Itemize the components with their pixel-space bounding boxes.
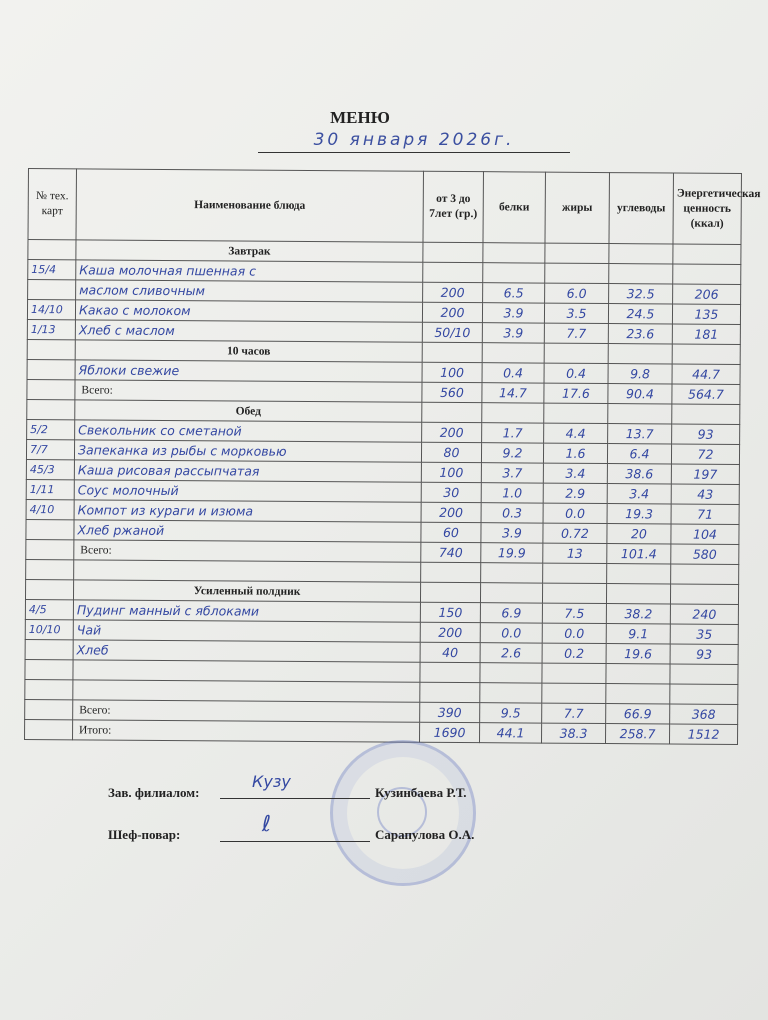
- dish-name: Компот из кураги и изюма: [74, 500, 421, 522]
- dish-name: Соус молочный: [74, 480, 421, 502]
- dish-name: Яблоки свежие: [75, 360, 422, 382]
- cell-energy: 181: [672, 324, 740, 344]
- cell-energy: 368: [670, 704, 738, 724]
- cell-portion: 390: [420, 702, 480, 722]
- cell-energy: 44.7: [672, 364, 740, 384]
- cell-portion: 80: [421, 442, 481, 462]
- cell-protein: 9.2: [481, 443, 543, 463]
- cell-protein: 0.0: [480, 623, 542, 643]
- cell-energy: 104: [671, 524, 739, 544]
- dish-name: Пудинг манный с яблоками: [73, 600, 420, 622]
- total-label: Всего:: [75, 380, 422, 402]
- section-title: Обед: [75, 400, 422, 422]
- head-name: Кузинбаева Р.Т.: [375, 785, 467, 800]
- tech-card-number: [27, 379, 75, 399]
- official-stamp: [330, 740, 476, 886]
- cell-portion: 100: [421, 462, 481, 482]
- cell-protein: 1.7: [482, 423, 544, 443]
- tech-card-number: 1/11: [26, 479, 74, 499]
- cell-carbs: 9.1: [606, 624, 670, 644]
- cell-protein: 1.0: [481, 483, 543, 503]
- cell-fat: 0.4: [544, 363, 608, 383]
- section-title: 10 часов: [75, 340, 422, 362]
- header-protein: белки: [483, 172, 545, 243]
- cell-portion: 50/10: [422, 322, 482, 342]
- section-title: Завтрак: [76, 240, 423, 262]
- chef-signature-line: [220, 823, 370, 842]
- cell-fat: 0.2: [542, 643, 606, 663]
- tech-card-number: 14/10: [27, 300, 75, 320]
- cell-portion: 30: [421, 482, 481, 502]
- head-signature-line: [220, 780, 370, 799]
- cell-protein: 3.7: [481, 463, 543, 483]
- cell-energy: 135: [672, 304, 740, 324]
- cell-protein: 19.9: [481, 543, 543, 563]
- cell-portion: 100: [422, 362, 482, 382]
- cell-carbs: 6.4: [607, 444, 671, 464]
- cell-carbs: 23.6: [608, 324, 672, 344]
- cell-protein: 2.6: [480, 643, 542, 663]
- header-name: Наименование блюда: [76, 169, 423, 242]
- cell-portion: 560: [422, 382, 482, 402]
- header-fat: жиры: [545, 172, 609, 243]
- header-energy: Энергетическая ценность (ккал): [673, 173, 741, 244]
- cell-carbs: 101.4: [607, 544, 671, 564]
- cell-portion: 200: [422, 302, 482, 322]
- cell-protein: 9.5: [480, 703, 542, 723]
- cell-protein: 6.5: [483, 283, 545, 303]
- dish-name: Свекольник со сметаной: [75, 420, 422, 442]
- cell-protein: 44.1: [479, 723, 541, 743]
- cell-carbs: 38.2: [606, 604, 670, 624]
- cell-fat: 13: [543, 543, 607, 563]
- dish-name: Хлеб: [73, 640, 420, 662]
- cell-carbs: [609, 264, 673, 284]
- cell-energy: 72: [671, 444, 739, 464]
- dish-name: Чай: [73, 620, 420, 642]
- chef-name: Сарапулова О.А.: [375, 827, 475, 842]
- cell-carbs: 24.5: [608, 304, 672, 324]
- cell-energy: 43: [671, 484, 739, 504]
- cell-carbs: 19.3: [607, 504, 671, 524]
- total-label: Всего:: [73, 700, 420, 722]
- tech-card-number: 5/2: [27, 419, 75, 439]
- cell-carbs: 90.4: [608, 384, 672, 404]
- menu-table: [24, 168, 761, 745]
- header-carbs: углеводы: [609, 173, 673, 244]
- cell-portion: 40: [420, 642, 480, 662]
- tech-card-number: 45/3: [26, 459, 74, 479]
- cell-protein: 14.7: [482, 383, 544, 403]
- tech-card-number: [25, 639, 73, 659]
- total-label: Итого:: [73, 720, 420, 742]
- cell-portion: 150: [420, 602, 480, 622]
- table-header-row: [28, 169, 741, 245]
- cell-carbs: 20: [607, 524, 671, 544]
- cell-fat: 17.6: [544, 383, 608, 403]
- chef-label: Шеф-повар:: [108, 827, 181, 842]
- cell-fat: 6.0: [545, 283, 609, 303]
- cell-energy: 580: [671, 544, 739, 564]
- tech-card-number: 4/5: [25, 599, 73, 619]
- cell-portion: 200: [422, 422, 482, 442]
- cell-carbs: 9.8: [608, 364, 672, 384]
- cell-energy: 35: [670, 624, 738, 644]
- cell-carbs: 38.6: [607, 464, 671, 484]
- cell-fat: 7.5: [542, 603, 606, 623]
- cell-portion: 740: [421, 542, 481, 562]
- head-label: Зав. филиалом:: [108, 785, 200, 800]
- cell-fat: 3.5: [544, 303, 608, 323]
- cell-fat: [545, 263, 609, 283]
- cell-fat: 3.4: [543, 463, 607, 483]
- cell-carbs: 19.6: [606, 644, 670, 664]
- cell-fat: 7.7: [544, 323, 608, 343]
- menu-table-body: [25, 240, 741, 745]
- total-row: [25, 719, 738, 744]
- cell-portion: 200: [421, 502, 481, 522]
- tech-card-number: [25, 699, 73, 719]
- cell-fat: 38.3: [541, 723, 605, 743]
- cell-carbs: 32.5: [609, 284, 673, 304]
- tech-card-number: [25, 719, 73, 739]
- cell-protein: 3.9: [481, 523, 543, 543]
- cell-fat: 2.9: [543, 483, 607, 503]
- cell-energy: 564.7: [672, 384, 740, 404]
- cell-carbs: 258.7: [605, 724, 669, 744]
- cell-portion: 200: [423, 282, 483, 302]
- cell-energy: 93: [670, 644, 738, 664]
- tech-card-number: 7/7: [26, 439, 74, 459]
- cell-energy: [673, 264, 741, 284]
- tech-card-number: [28, 280, 76, 300]
- cell-fat: 1.6: [543, 443, 607, 463]
- cell-energy: 1512: [669, 724, 737, 744]
- cell-fat: 0.0: [542, 623, 606, 643]
- head-signature: Кузу: [252, 772, 291, 791]
- cell-fat: 7.7: [542, 703, 606, 723]
- header-num: № тех. карт: [28, 169, 76, 240]
- cell-carbs: 66.9: [606, 704, 670, 724]
- cell-protein: 3.9: [482, 323, 544, 343]
- header-portion: от 3 до 7лет (гр.): [423, 171, 483, 242]
- menu-date: 30 января 2026г.: [258, 130, 570, 153]
- tech-card-number: 1/13: [27, 319, 75, 339]
- cell-carbs: 3.4: [607, 484, 671, 504]
- cell-portion: 1690: [420, 722, 480, 742]
- dish-name: Запеканка из рыбы с морковью: [74, 440, 421, 462]
- cell-energy: 71: [671, 504, 739, 524]
- tech-card-number: 10/10: [25, 619, 73, 639]
- cell-energy: 240: [670, 604, 738, 624]
- cell-carbs: 13.7: [608, 424, 672, 444]
- cell-energy: 197: [671, 464, 739, 484]
- cell-fat: 4.4: [544, 423, 608, 443]
- dish-name: маслом сливочным: [76, 280, 423, 302]
- cell-protein: 6.9: [480, 603, 542, 623]
- dish-name: Хлеб ржаной: [74, 520, 421, 542]
- tech-card-number: [26, 539, 74, 559]
- cell-protein: 3.9: [482, 303, 544, 323]
- chef-signature: ℓ: [262, 812, 272, 837]
- tech-card-number: 4/10: [26, 499, 74, 519]
- dish-name: Какао с молоком: [75, 300, 422, 322]
- cell-energy: 93: [672, 424, 740, 444]
- tech-card-number: [27, 359, 75, 379]
- cell-fat: 0.72: [543, 523, 607, 543]
- cell-protein: [483, 263, 545, 283]
- cell-portion: [423, 262, 483, 282]
- cell-energy: 206: [673, 284, 741, 304]
- total-label: Всего:: [74, 540, 421, 562]
- page-title: МЕНЮ: [330, 108, 390, 127]
- cell-fat: 0.0: [543, 503, 607, 523]
- tech-card-number: [26, 519, 74, 539]
- dish-name: Каша рисовая рассыпчатая: [74, 460, 421, 482]
- cell-portion: 200: [420, 622, 480, 642]
- dish-name: Хлеб с маслом: [75, 320, 422, 342]
- cell-portion: 60: [421, 522, 481, 542]
- section-title: Усиленный полдник: [73, 580, 420, 602]
- tech-card-number: 15/4: [28, 260, 76, 280]
- cell-protein: 0.3: [481, 503, 543, 523]
- dish-name: Каша молочная пшенная с: [76, 260, 423, 282]
- cell-protein: 0.4: [482, 363, 544, 383]
